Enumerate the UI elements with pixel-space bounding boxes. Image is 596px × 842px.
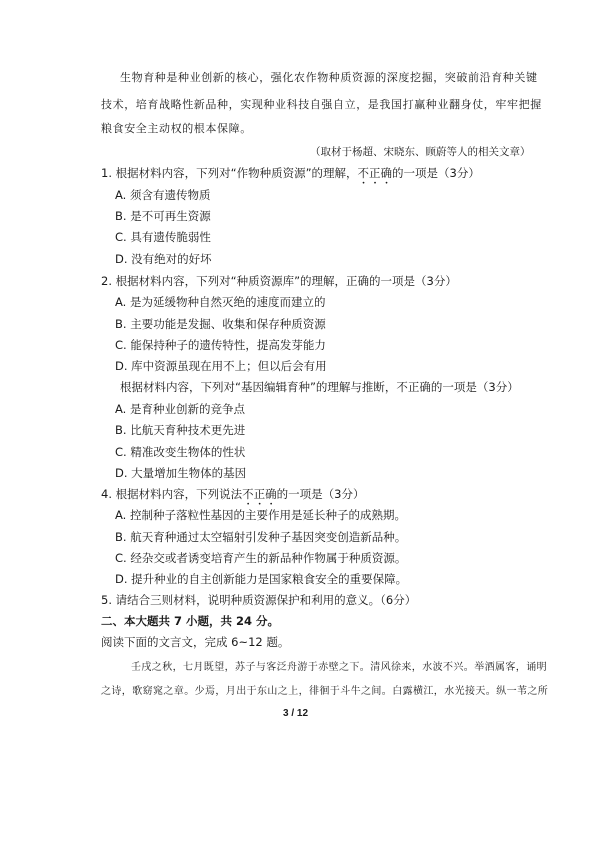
question-3-stem: 根据材料内容，下列对“基因编辑育种”的理解与推断，不正确的一项是（3分） bbox=[120, 380, 519, 394]
question-1-option-c: C. 具有遗传脆弱性 bbox=[115, 230, 211, 244]
question-1-stem-text: 1. 根据材料内容，下列对“作物种质资源”的理解， bbox=[101, 166, 358, 180]
passage-line-2: 技术，培育战略性新品种，实现种业科技自强自立，是我国打赢种业翻身仗，牢牢把握 bbox=[101, 98, 542, 111]
question-1-option-b: B. 是不可再生资源 bbox=[115, 209, 211, 223]
question-4-stem-tail: 的一项是（3分） bbox=[276, 487, 365, 501]
passage-source: （取材于杨超、宋晓东、顾蔚等人的相关文章） bbox=[310, 146, 531, 158]
question-3-option-d: D. 大量增加生物体的基因 bbox=[115, 466, 247, 480]
question-3-option-a: A. 是育种业创新的竞争点 bbox=[115, 402, 245, 416]
question-4-option-d: D. 提升种业的自主创新能力是国家粮食安全的重要保障。 bbox=[115, 572, 408, 586]
question-4-option-a: A. 控制种子落粒性基因的主要作用是延长种子的成熟期。 bbox=[115, 508, 406, 522]
question-2-stem: 2. 根据材料内容，下列对“种质资源库”的理解，正确的一项是（3分） bbox=[101, 274, 457, 288]
question-1-stem bbox=[101, 165, 480, 187]
question-3-option-b: B. 比航天育种技术更先进 bbox=[115, 423, 246, 437]
question-4-option-b: B. 航天育种通过太空辐射引发种子基因突变创造新品种。 bbox=[115, 530, 407, 544]
question-2-option-a: A. 是为延缓物种自然灭绝的速度而建立的 bbox=[115, 295, 326, 309]
question-1-option-d: D. 没有绝对的好坏 bbox=[115, 252, 212, 266]
question-4-stem-text: 4. 根据材料内容，下列说法 bbox=[101, 487, 243, 501]
question-4-stem bbox=[101, 486, 364, 508]
classical-text-line-1: 壬戌之秋，七月既望，苏子与客泛舟游于赤壁之下。清风徐来，水波不兴。举酒属客，诵明 bbox=[131, 662, 547, 673]
section-two-title: 二、本大题共 7 小题，共 24 分。 bbox=[101, 614, 280, 628]
question-2-option-c: C. 能保持种子的遗传特性，提高发芽能力 bbox=[115, 338, 326, 352]
question-4-option-c: C. 经杂交或者诱变培育产生的新品种作物属于种质资源。 bbox=[115, 551, 407, 565]
question-5-stem: 5. 请结合三则材料，说明种质资源保护和利用的意义。（6分） bbox=[101, 593, 417, 607]
question-2-option-b: B. 主要功能是发掘、收集和保存种质资源 bbox=[115, 317, 326, 331]
question-1-stem-tail: 的一项是（3分） bbox=[392, 166, 480, 180]
section-two-instruction: 阅读下面的文言文，完成 6~12 题。 bbox=[101, 635, 290, 649]
passage-line-3: 粮食安全主动权的根本保障。 bbox=[101, 122, 252, 135]
question-4-stem-emphasis: 不正确 bbox=[242, 487, 277, 501]
question-1-option-a: A. 须含有遗传物质 bbox=[115, 188, 211, 202]
question-2-option-d: D. 库中资源虽现在用不上；但以后会有用 bbox=[115, 359, 327, 373]
question-3-option-c: C. 精准改变生物体的性状 bbox=[115, 445, 246, 459]
passage-line-1: 生物育种是种业创新的核心，强化农作物种质资源的深度挖掘，突破前沿育种关键 bbox=[120, 71, 538, 84]
question-1-stem-emphasis: 不正确 bbox=[357, 166, 393, 180]
classical-text-line-2: 之诗，歌窈窕之章。少焉，月出于东山之上，徘徊于斗牛之间。白露横江，水光接天。纵一苇之所 bbox=[101, 686, 549, 697]
page-number: 3 / 12 bbox=[283, 708, 309, 719]
